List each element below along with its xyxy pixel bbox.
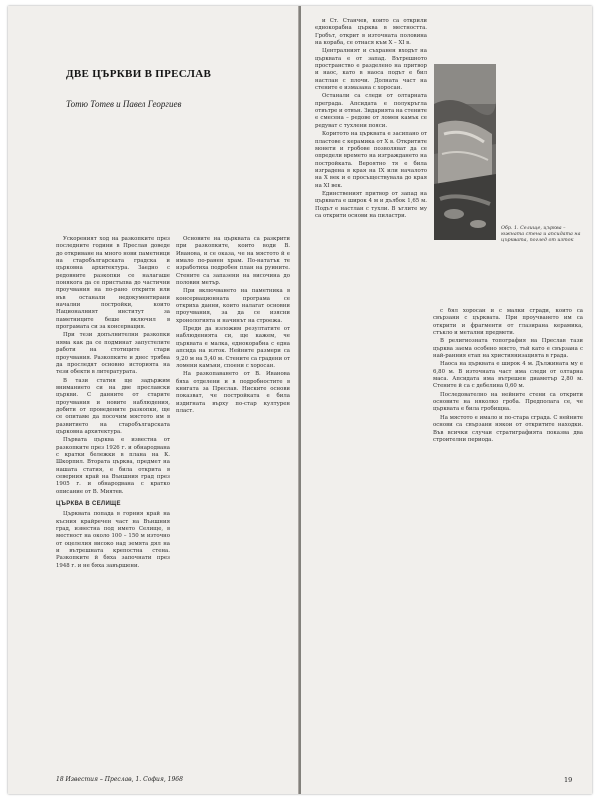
footer-left: 18 Известия – Преслав, 1. София, 1968 <box>56 776 183 783</box>
paragraph: Останали са следи от олтарната преграда. Апсидата е полукръгла отвътре и отвън. Зидарията на стените е смесена – редове от ломен камък се редуват с тухлени пояси. <box>315 93 427 129</box>
paragraph: При тези допълнителни разкопки няма как да се подминат запустелите работи на стотиците стари проучвания. Разкопките и днес трябва да проследят основно историята на тези обекти в литературата. <box>56 332 170 376</box>
paragraph: с бял хоросан и с малки сгради, които са свързани с църквата. При проучването им са открити и фрагменти от глазирана керамика, стъкло и метални предмети. <box>433 308 583 337</box>
paragraph: Коритото на църквата е засипано от пластове с керамика от X в. Откритите монети и гробове позволяват да се определи времето на изграждането на постройката. Вероятно тя е била изградена в края на IX или началото на X век и е просъществувала до края на XI век. <box>315 131 427 189</box>
paragraph: Преди да изложим резултатите от наблюденията си, ще кажем, че църквата е малка, еднокорабна с една апсида на изток. Нейните размери са 9,20 м на 5,40 м. Стените са градени от ломени камъни, споени с хоросан. <box>176 326 290 369</box>
paragraph: Наоса на църквата е широк 4 м. Дължината му е 6,80 м. В източната част има следи от олтарна маса. Апсидата има вътрешен диаметър 2,80 м. Стените й са с дебелина 0,60 м. <box>433 361 583 390</box>
paragraph: Централният и съхранен входът на църквата е от запад. Вътрешното пространство е разделено на притвор и наос, като в наоса подът е бил настлан с плочи. Долната част на стените е измазана с хоросан. <box>315 48 427 92</box>
paragraph: Основите на църквата са разкрити при разкопките, които води В. Иванова, и се оказа, че на мястото й е имало по-ранен храм. По-нататък те изработиха подробен план на руините. Стените са запазени на височина до половин метър. <box>176 236 290 287</box>
paragraph: На разкопаването от В. Иванова бяха отделени и в подробностите в книгата за Преслав. Ниските основи показват, че постройката е била издигната върху по-стар културен пласт. <box>176 371 290 414</box>
book-spread <box>8 6 592 794</box>
paragraph: На мястото е имало и по-стара сграда. С нейните основи са свързани някои от откритите находки. Във всички случаи стратиграфията показва два строителни периода. <box>433 414 583 443</box>
left-page <box>8 6 299 794</box>
article-title: ДВЕ ЦЪРКВИ В ПРЕСЛАВ <box>66 68 212 80</box>
paragraph: и Ст. Станчев, които са открили еднокорабна църква в местността. Гробът, открит в източната половина на кораба, се отнася към X – XI в. <box>315 18 427 47</box>
left-column-1 <box>56 236 170 768</box>
page-number: 19 <box>564 776 573 784</box>
paragraph: При включването на паметника в консервационната програма се откриха данни, които налагат основни проучвания, за да се изясни хронологията и начинът на строежа. <box>176 288 290 324</box>
paragraph: Ускореният ход на разкопките през последните години в Преслав доведе до откриване на много нови паметници на старобългарската градска и църковна архитектура. Заедно с редовните разкопки се налагаше понякога да се пристъпва до частични проучвания на по-рано открити или във останали недокументирани начални постройки, които Националният институт за паметниците беше включил в програмата си за консервация. <box>56 236 170 331</box>
section-heading: ЦЪРКВА В СЕЛИЩЕ <box>56 501 121 508</box>
paragraph: Първата църква е известна от разкопките през 1926 г. и обнародвана с кратки бележки в плана на К. Шкорпил. Втората църква, предмет на нашата статия, е била открита в северния край на Външния град през 1905 г. и обнародвана с кратко описание от В. Миятев. <box>56 437 170 495</box>
article-authors: Тотю Тотев и Павел Георгиев <box>66 99 182 109</box>
paragraph: Единственият притвор от запад на църквата е широк 4 м и дълбок 1,65 м. Подът е настлан с тухли. В ъглите му са открити основи на пиластри. <box>315 190 427 219</box>
ruins-photo-image <box>434 64 496 240</box>
left-column-2 <box>176 236 290 768</box>
right-page <box>301 6 592 794</box>
church-ruins-photo <box>434 64 496 240</box>
paragraph: В религиозната топография на Преслав тази църква заема особено място, тъй като е свързана с най-ранния етап на християнизацията в града. <box>433 338 583 360</box>
photo-caption: Обр. 1. Селище, църква – южната стена и апсидата на църквата, поглед от изток <box>501 226 581 244</box>
paragraph: Последователно на нейните стени са открити основите на няколко гроба. Предполага се, че църквата е била гробищна. <box>433 391 583 413</box>
right-column-1 <box>315 18 427 770</box>
right-column-2 <box>433 308 583 770</box>
paragraph: В тази статия ще задържим вниманието си на две преславски църкви. С данните от старите проучвания и новите наблюдения, добити от проведените разкопки, ще се опитаме да посочим мястото им в развитието на старобългарската църковна архитектура. <box>56 377 170 435</box>
paragraph: Църквата попада в горния край на късния крайречен част на Външния град, известна под името Селище, в местност на около 100 – 150 м източно от оцелелия високо над земята дял на и вътрешната крепостна стена. Разкопките й бяха започнати през 1948 г. и не бяха завършени. <box>56 511 170 569</box>
